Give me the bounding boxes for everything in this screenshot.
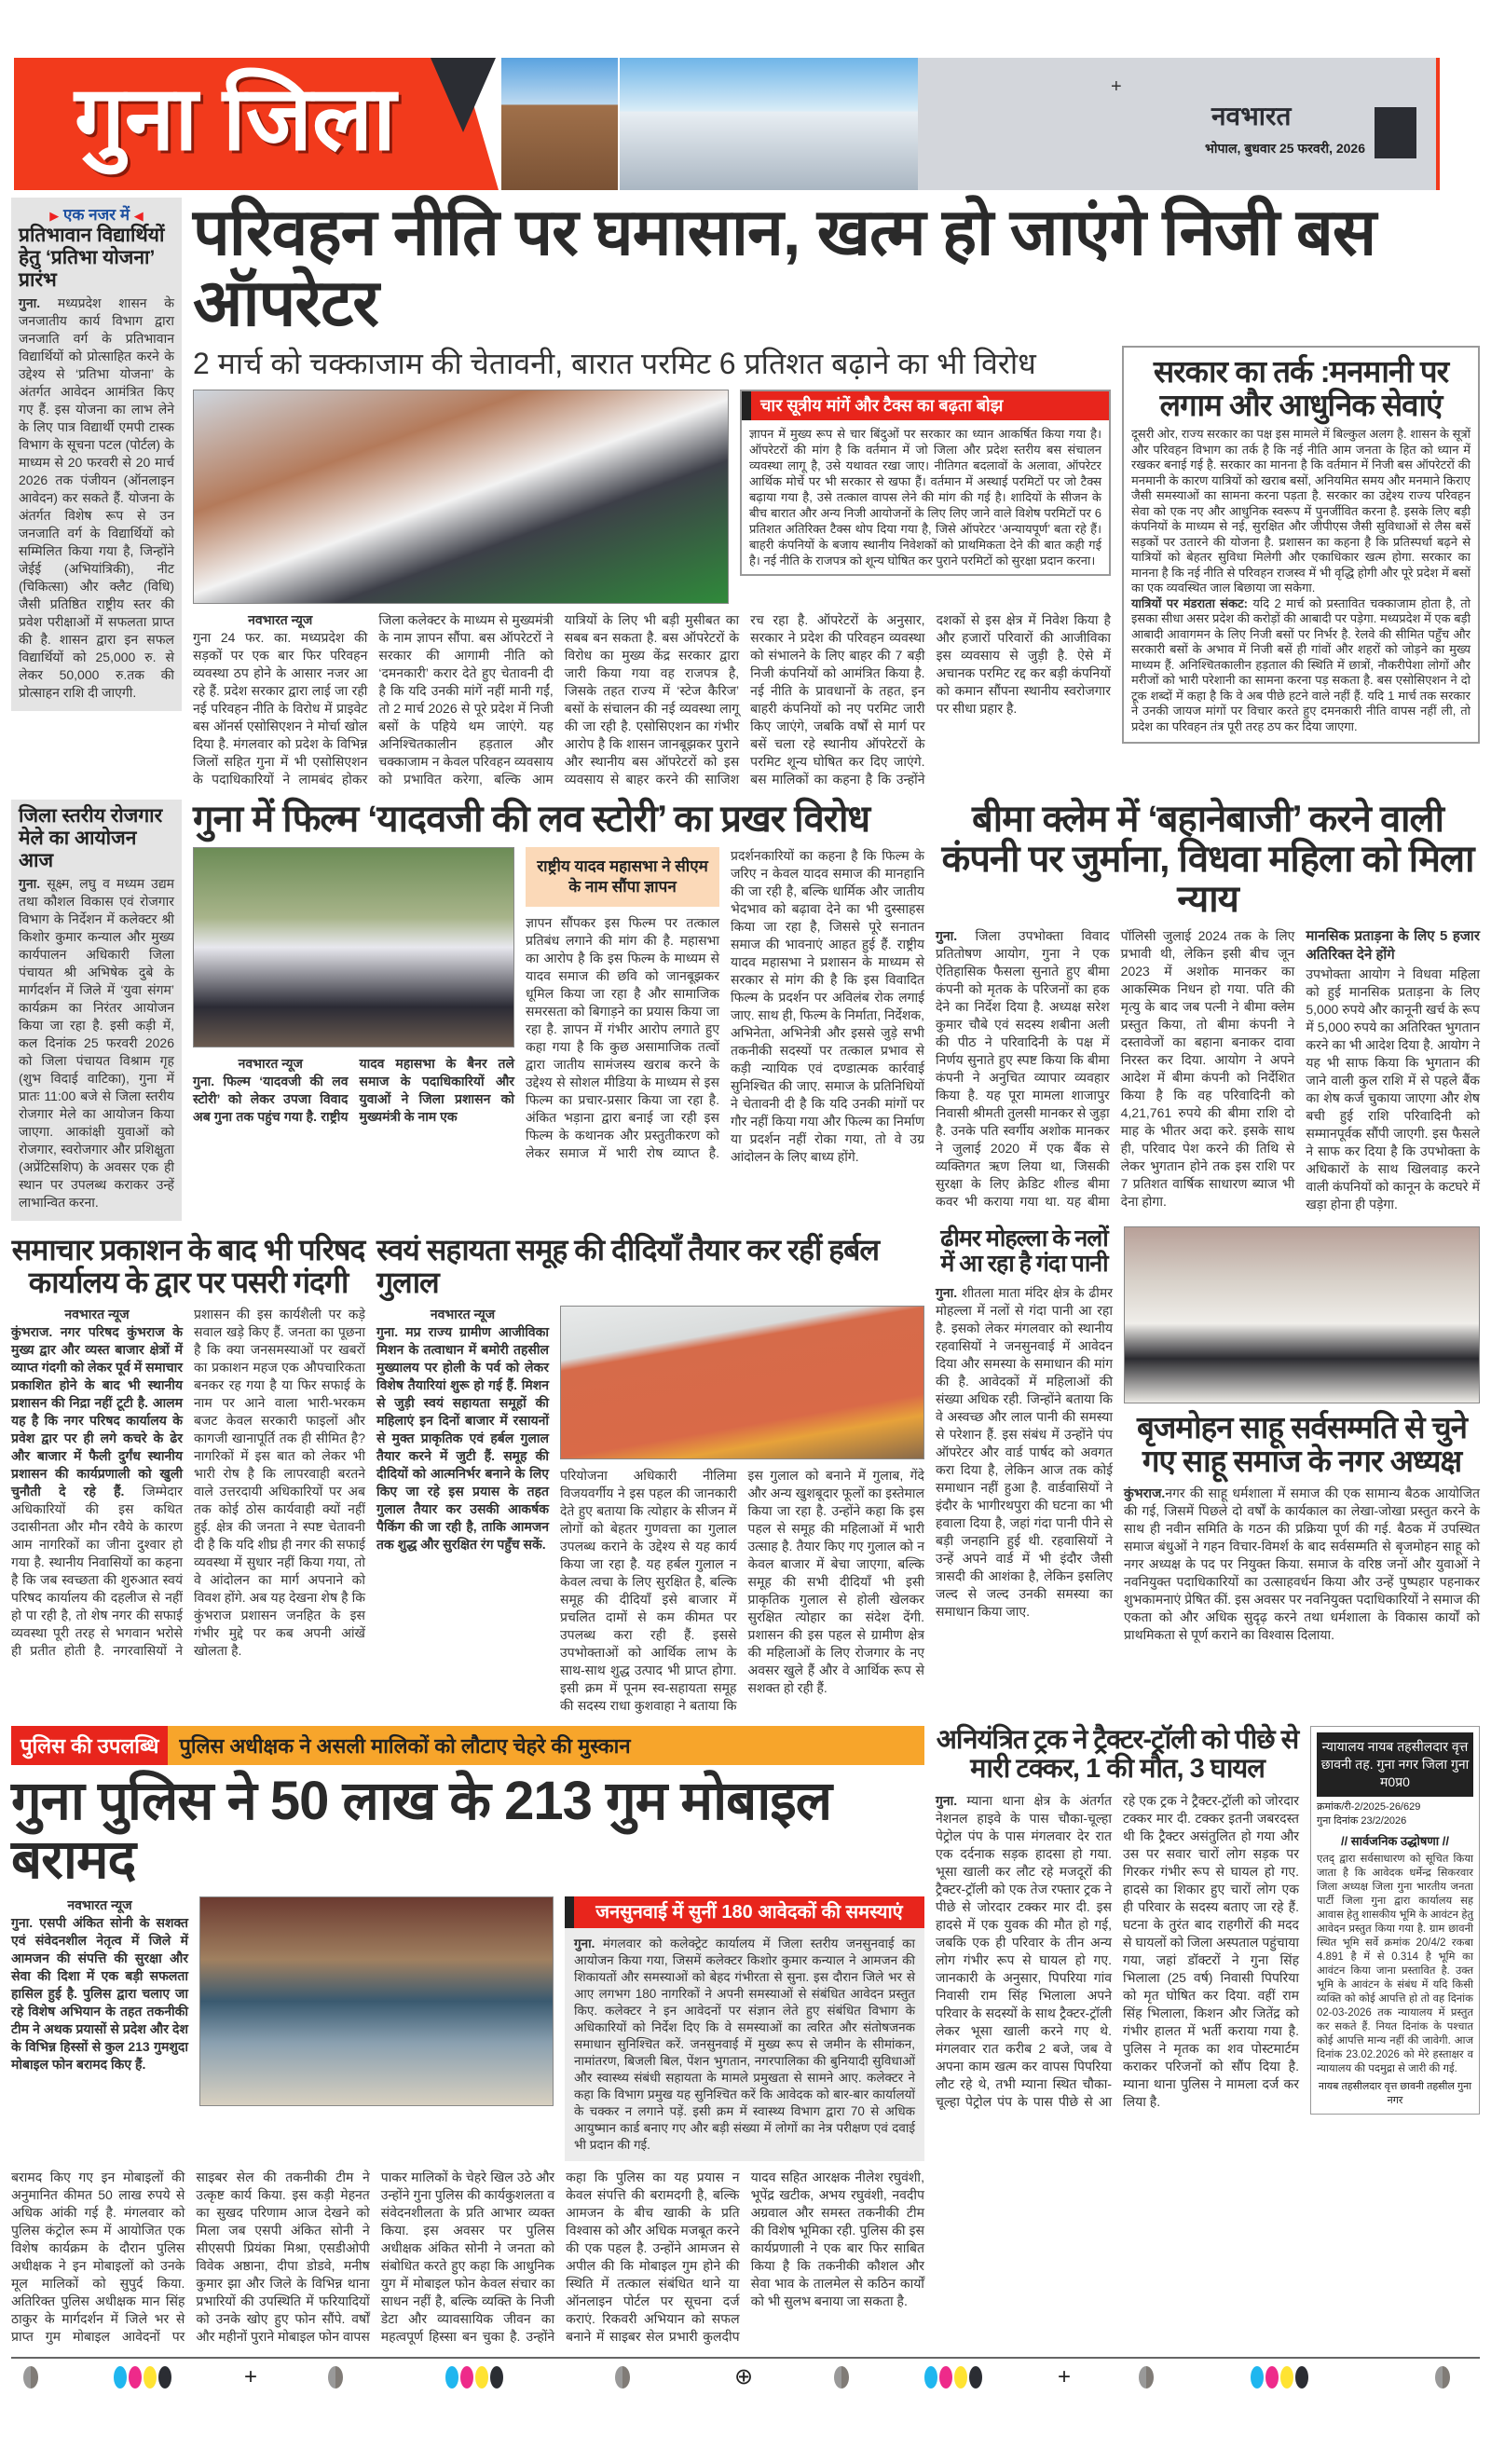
grey-swatch-icon (328, 2366, 343, 2389)
gulal-article-body: परियोजना अधिकारी नीलिमा विजयवर्गीय ने इस पहल की जानकारी देते हुए बताया कि त्योहार के सीजन में लोगों को बेहतर गुणवत्ता का गुलाल उपलब्ध कराने के उद्देश्य से यह कार्य किया जा रहा है. यह हर्बल गुलाल न केवल त्वचा के लिए सुरक्षित है, बल्कि समूह की दीदियाँ इसे बाजार में प्रचलित दामों से कम कीमत पर उपलब्ध करा रही हैं. इससे उपभोक्ताओं को आर्थिक लाभ के साथ-साथ शुद्ध उत्पाद भी प्राप्त होगा. इसी क्रम में पूनम स्व-सहायता समूह की सदस्य राधा कुशवाहा ने बताया कि इस गुलाल को बनाने में गुलाब, गेंदे और अन्य खुशबूदार फूलों का इस्तेमाल किया जा रहा है. उन्होंने कहा कि इस पहल से समूह की महिलाओं में भारी उत्साह है. तैयार किए गए गुलाल को न केवल बाजार में बेचा जाएगा, बल्कि समूह की सभी दीदियाँ भी इसी प्राकृतिक गुलाल से होली खेलकर सुरक्षित त्योहार का संदेश देंगी. प्रशासन की इस पहल से ग्रामीण क्षेत्र की महिलाओं के लिए रोजगार के नए अवसर खुले हैं और वे आर्थिक रूप से सशक्त हो रही हैं. (560, 1468, 924, 1714)
film-box: राष्ट्रीय यादव महासभा ने सीएम के नाम सौंपा ज्ञापन (526, 847, 719, 907)
cmyk-swatch-icon (114, 2366, 171, 2389)
police-article-lead: नवभारत न्यूज गुना. एसपी अंकित सोनी के सशक्त एवं संवेदनशील नेतृत्व में जिले में आमजन की संपत्ति की सुरक्षा और सेवा की दिशा में एक बड़ी सफलता हासिल हुई है. पुलिस द्वारा चलाए जा रहे विशेष अभियान के तहत तकनीकी टीम ने अथक प्रयासों से प्रदेश और देश के विभिन्न हिस्सों से कुल 213 गुमशुदा मोबाइल फोन बरामद किए हैं. (11, 1897, 188, 2073)
sahu-samaj-photo (1124, 1226, 1480, 1403)
notice-title: न्यायालय नायब तहसीलदार वृत्त छावनी तह. गुना नगर जिला गुना म0प्र0 (1317, 1732, 1473, 1797)
sahu-headline: बृजमोहन साहू सर्वसम्मति से चुने गए साहू समाज के नगर अध्यक्ष (1137, 1410, 1467, 1478)
sidebar-article: गुना. सूक्ष्म, लघु व मध्यम उद्यम तथा कौशल विकास एवं रोजगार विभाग के निर्देशन में कलेक्टर श्री किशोर कुमार कन्याल और मुख्य कार्यपालन अधिकारी जिला पंचायत श्री अभिषेक दुबे के मार्गदर्शन में जिले में ‘युवा संगम’ कार्यक्रम का निरंतर आयोजन किया जा रहा है. इसी कड़ी में, कल दिनांक 25 फरवरी 2026 को जिला पंचायत विश्राम गृह (शुभ विदाई वाटिका), गुना में प्रातः 11:00 बजे से जिला स्तरीय रोजगार मेले का आयोजन किया जाएगा. आकांक्षी युवाओं को रोजगार, स्वरोजगार और प्रशिक्षुता (अप्रेंटिसशिप) के अवसर एक ही स्थान पर उपलब्ध कराकर उन्हें लाभान्वित करना. (19, 876, 175, 1210)
water-article-body: गुना. शीतला माता मंदिर क्षेत्र के ढीमर मोहल्ला में नलों से गंदा पानी आ रहा है. इसको लेकर मंगलवार को स्थानीय रहवासियों ने जनसुनवाई में आवेदन दिया और समस्या के समाधान की मांग की है. आवेदकों में महिलाओं की संख्या अधिक रही. जिन्होंने बताया कि वे अस्वच्छ और लाल पानी की समस्या से परेशान हैं. इस संबंध में उन्होंने पंप ऑपरेटर और वार्ड पार्षद को अवगत करा दिया है, लेकिन आज तक कोई समाधान नहीं हुआ है. वार्डवासियों ने इंदौर के भागीरथपुरा की घटना का भी हवाला दिया है, जहां गंदा पानी पीने से बड़ी जनहानि हुई थी. रहवासियों ने उन्हें अपने वार्ड में भी इंदौर जैसी त्रासदी की आशंका है, लेकिन इसलिए जल्द से जल्द उनकी समस्या का समाधान किया जाए. (936, 1285, 1114, 1620)
registration-mark-icon: + (1111, 76, 1122, 97)
brand-block (1375, 107, 1416, 158)
demands-box (740, 390, 1111, 576)
masthead-panel (918, 58, 1440, 190)
film-article-body: राष्ट्रीय यादव महासभा ने सीएम के नाम सौंपा ज्ञापन ज्ञापन सौंपकर इस फिल्म पर तत्काल प्रतिबंध लगाने की मांग की है. महासभा का आरोप है कि इस फिल्म के माध्यम से यादव समाज की छवि को जानबूझकर धूमिल किया जा रहा है और सामाजिक समरसता को बिगाड़ने का प्रयास किया जा रहा है. ज्ञापन में गंभीर आरोप लगाते हुए कहा गया है कि कुछ असामाजिक तत्वों द्वारा जातीय सामंजस्य खराब करने के उद्देश्य से सोशल मीडिया के माध्यम से इस फिल्म का प्रचार-प्रसार किया जा रहा है. अंकित भड़ाना द्वारा बनाई जा रही इस फिल्म के कथानक और प्रस्तुतीकरण को लेकर समाज में भारी रोष व्याप्त है. प्रदर्शनकारियों का कहना है कि फिल्म के जरिए न केवल यादव समाज की मानहानि की जा रही है, बल्कि धार्मिक और जातीय भेदभाव को बढ़ावा देने का भी दुस्साहस किया जा रहा है, जिससे पूरे सनातन समाज की भावनाएं आहत हुई हैं. राष्ट्रीय यादव महासभा ने प्रशासन के माध्यम से सरकार से मांग की है कि इस विवादित फिल्म के प्रदर्शन पर अविलंब रोक लगाई जाए. साथ ही, फिल्म के निर्माता, निर्देशक, अभिनेता, अभिनेत्री और इससे जुड़े सभी तकनीकी सदस्यों पर तत्काल प्रभाव से कड़ी न्यायिक एवं दण्डात्मक कार्रवाई सुनिश्चित की जाए. समाज के प्रतिनिधियों ने चेतावनी दी है कि यदि उनकी मांगों पर गौर नहीं किया गया और फिल्म का निर्माण या प्रदर्शन नहीं रोका गया, तो वे उग्र आंदोलन के लिए बाध्य होंगे. (526, 847, 924, 1164)
accident-headline: अनियंत्रित ट्रक ने ट्रैक्टर-ट्रॉली को पीछे से मारी टक्कर, 1 की मौत, 3 घायल (936, 1725, 1299, 1785)
grey-swatch-icon (23, 2366, 38, 2389)
govt-argument-body: दूसरी ओर, राज्य सरकार का पक्ष इस मामले में बिल्कुल अलग है. शासन के सूत्रों और परिवहन विभाग का तर्क है कि नई नीति आम जनता के हित को ध्यान में रखकर बनाई गई है. सरकार का मानना है कि वर्तमान में निजी बस ऑपरेटरों की मनमानी के कारण यात्रियों को खराब बसों, अनियमित समय और मनमाने किराए जैसी समस्याओं का सामना करना पड़ता है. सरकार का उद्देश्य राज्य परिवहन सेवा को एक नए और आधुनिक स्वरूप में पुनर्जीवित करना है. इसके लिए बड़ी कंपनियों के माध्यम से नई, सुरक्षित और जीपीएस जैसी सुविधाओं से लैस बसें सड़कों पर उतारने की योजना है. प्रशासन का कहना है कि प्रतिस्पर्धा बढ़ने से यात्रियों को बेहतर सुविधा मिलेगी और एकाधिकार खत्म होगा. सरकार का मानना है कि नई नीति से परिवहन राजस्व में भी वृद्धि होगी और पूरे प्रदेश में बसों का एक व्यवस्थित जाल बिछाया जा सकेगा. यात्रियों पर मंडराता संकट: यदि 2 मार्च को प्रस्तावित चक्काजाम होता है, तो इसका सीधा असर प्रदेश की करोड़ों की आबादी पर पड़ेगा. मध्यप्रदेश में एक बड़ी आबादी आवागमन के लिए निजी बसों पर निर्भर है. रेलवे की सीमित पहुँच और सरकारी बसों के अभाव में निजी बसें ही गांवों और शहरों को जोड़ने का मुख्य माध्यम हैं. अनिश्चितकालीन हड़ताल की स्थिति में छात्रों, नौकरीपेशा लोगों और मरीजों को भारी परेशानी का सामना करना पड़ सकता है. बस एसोसिएशन ने दो टूक शब्दों में कहा है कि वे अब पीछे हटने वाले नहीं हैं. यदि 1 मार्च तक सरकार ने उनकी जायज मांगों पर विचार करते हुए दमनकारी नीति वापस नहीं ली, तो प्रदेश का परिवहन तंत्र पूरी तरह ठप कर दिया जाएगा. (1131, 427, 1470, 733)
police-kicker: पुलिस अधीक्षक ने असली मालिकों को लौटाए चेहरे की मुस्कान (179, 1734, 631, 1759)
print-marks-strip (11, 2357, 1480, 2403)
registration-mark-icon: + (1058, 2364, 1072, 2390)
masthead (0, 0, 1491, 198)
council-article-body: नवभारत न्यूज कुंभराज. नगर परिषद कुंभराज के मुख्य द्वार और व्यस्त बाजार क्षेत्रों में व्याप्त गंदगी को लेकर पूर्व में समाचार प्रकाशित होने के बाद भी स्थानीय प्रशासन की निद्रा नहीं टूटी है. आलम यह है कि नगर परिषद कार्यालय के प्रवेश द्वार पर ही लगे कचरे के ढेर और बाजार में फैली दुर्गंध स्थानीय प्रशासन की कार्यप्रणाली को खुली चुनौती दे रहे हैं. जिम्मेदार अधिकारियों की इस कथित उदासीनता और मौन रवैये के कारण आम नागरिकों का जीना दुश्वार हो गया है. स्थानीय निवासियों का कहना है कि जब स्वच्छता की शुरुआत स्वयं परिषद कार्यालय की दहलीज से नहीं हो पा रही है, तो शेष नगर की सफाई व्यवस्था पूरी तरह से भगवान भरोसे ही प्रतीत होती है. नगरवासियों ने प्रशासन की इस कार्यशैली पर कड़े सवाल खड़े किए हैं. जनता का पूछना है कि क्या जनसमस्याओं पर खबरों का प्रकाशन महज एक औपचारिकता बनकर रह गया है या फिर सफाई के नाम पर आने वाला भारी-भरकम बजट केवल सरकारी फाइलों और कागजी खानापूर्ति तक ही सीमित है? नागरिकों में इस बात को लेकर भी भारी रोष है कि लापरवाही बरतने वाले उत्तरदायी अधिकारियों पर अब तक कोई ठोस कार्यवाही क्यों नहीं हुई. क्षेत्र की जनता ने स्पष्ट चेतावनी दी है कि यदि शीघ्र ही नगर की सफाई व्यवस्था में सुधार नहीं किया गया, तो वे आंदोलन का मार्ग अपनाने को विवश होंगे. अब यह देखना शेष है कि कुंभराज प्रशासन जनहित के इस गंभीर मुद्दे पर कब अपनी आंखें खोलता है. (11, 1307, 365, 1659)
sidebar-article: गुना. मध्यप्रदेश शासन के जनजातीय कार्य विभाग द्वारा जनजाति वर्ग के प्रतिभावान विद्यार्थियों को प्रोत्साहित करने के उद्देश्य से ‘प्रतिभा योजना’ के अंतर्गत आवेदन आमंत्रित किए गए हैं. इस योजना का लाभ लेने के लिए पात्र विद्यार्थी एमपी टास्क विभाग के सूचना पटल (पोर्टल) के माध्यम से 20 फरवरी से 20 मार्च 2026 तक पंजीयन (ऑनलाइन आवेदन) कर सकते हैं. योजना के अंतर्गत विशेष रूप से उन जनजाति वर्ग के विद्यार्थियों को सम्मिलित किया गया है, जिन्होंने जेईई (अभियांत्रिकी), नीट (चिकित्सा) और क्लैट (विधि) जैसी प्रतिष्ठित राष्ट्रीय स्तर की प्रवेश परीक्षाओं में सफलता प्राप्त की है. शासन द्वारा इन सफल विद्यार्थियों को 25,000 रु. से लेकर 50,000 रु.तक की प्रोत्साहन राशि दी जाएगी. (19, 295, 174, 701)
accident-article-body: गुना. म्याना थाना क्षेत्र के अंतर्गत नेशनल हाइवे के पास चौका-चूल्हा पेट्रोल पंप के पास मंगलवार देर रात एक दर्दनाक सड़क हादसा हो गया. भूसा खाली कर लौट रहे मजदूरों की ट्रैक्टर-ट्रॉली को एक तेज रफ्तार ट्रक ने पीछे से जोरदार टक्कर मार दी. इस हादसे में एक युवक की मौत हो गई, जबकि एक ही परिवार के तीन अन्य लोग गंभीर रूप से घायल हो गए. जानकारी के अनुसार, पिपरिया गांव निवासी राम सिंह भिलाला अपने परिवार के सदस्यों के साथ ट्रैक्टर-ट्रॉली लेकर भूसा खाली करने गए थे. मंगलवार रात करीब 2 बजे, जब वे अपना काम खत्म कर वापस पिपरिया लौट रहे थे, तभी म्याना स्थित चौका-चूल्हा पेट्रोल पंप के पास पीछे से आ रहे एक ट्रक ने ट्रैक्टर-ट्रॉली को जोरदार टक्कर मार दी. टक्कर इतनी जबरदस्त थी कि ट्रैक्टर असंतुलित हो गया और उस पर सवार चारों लोग सड़क पर गिरकर गंभीर रूप से घायल हो गए. हादसे का शिकार हुए चारों लोग एक ही परिवार के सदस्य बताए जा रहे हैं. घटना के तुरंत बाद राहगीरों की मदद से घायलों को जिला अस्पताल पहुंचाया गया, जहां डॉक्टरों ने गुना सिंह भिलाला (25 वर्ष) निवासी पिपरिया को मृत घोषित कर दिया. वहीं राम सिंह भिलाला, किशन और जितेंद्र को गंभीर हालत में भर्ती कराया गया है. पुलिस ने मृतक का शव पोस्टमार्टम कराकर परिजनों को सौंप दिया है. म्याना थाना पुलिस ने मामला दर्ज कर लिया है. (936, 1792, 1299, 2109)
govt-argument-box (1122, 346, 1480, 744)
water-headline: ढीमर मोहल्ला के नलों में आ रहा है गंदा पानी (940, 1225, 1108, 1278)
crosshair-target-icon: ⊕ (734, 2364, 754, 2390)
protest-photo (193, 847, 514, 1047)
at-a-glance-sidebar (11, 198, 182, 711)
notice-heading: // सार्वजनिक उद्धोषणा // (1340, 1834, 1450, 1849)
gulal-photo (560, 1306, 924, 1459)
grey-swatch-icon (1139, 2366, 1154, 2389)
sidebar-label: ▶ एक नजर में ◀ (49, 206, 144, 224)
lead-headline: परिवहन नीति पर घमासान, खत्म हो जाएंगे निजी बस ऑपरेटर (193, 196, 1376, 339)
gulal-headline: स्वयं सहायता समूह की दीदियाँ तैयार कर रहीं हर्बल गुलाल (376, 1233, 880, 1299)
notice-signature: नायब तहसीलदार वृत्त छावनी तहसील गुना नगर (1318, 2081, 1472, 2107)
council-headline: समाचार प्रकाशन के बाद भी परिषद कार्यालय के द्वार पर पसरी गंदगी (11, 1233, 365, 1299)
police-headline: गुना पुलिस ने 50 लाख के 213 गुम मोबाइल बरामद (11, 1771, 832, 1890)
dateline: भोपाल, बुधवार 25 फरवरी, 2026 (1205, 141, 1365, 156)
sidebar-headline: जिला स्तरीय रोजगार मेले का आयोजन आज (19, 804, 163, 871)
memorandum-photo (193, 390, 729, 604)
lead-subheadline: 2 मार्च को चक्काजाम की चेतावनी, बारात परमिट 6 प्रतिशत बढ़ाने का भी विरोध (193, 347, 1036, 381)
notice-date: गुना दिनांक 23/2/2026 (1317, 1815, 1407, 1827)
section-title: गुना जिला (75, 69, 396, 169)
police-article-body: बरामद किए गए इन मोबाइलों की अनुमानित कीमत 50 लाख रुपये से अधिक आंकी गई है. मंगलवार को पुलिस कंट्रोल रूम में आयोजित एक विशेष कार्यक्रम के दौरान पुलिस अधीक्षक ने इन मोबाइलों को उनके मूल मालिकों को सुपुर्द किया. अतिरिक्त पुलिस अधीक्षक मान सिंह ठाकुर के मार्गदर्शन में जिले भर से प्राप्त गुम मोबाइल आवेदनों पर साइबर सेल की तकनीकी टीम ने उत्कृष्ट कार्य किया. इस कड़ी मेहनत का सुखद परिणाम आज देखने को मिला जब एसपी अंकित सोनी ने सीएसपी प्रियंका मिश्रा, एसडीओपी विवेक अष्ठाना, दीपा डोडवे, मनीष कुमार झा और जिले के विभिन्न थाना प्रभारियों की उपस्थिति में फरियादियों को उनके खोए हुए फोन सौंपे. वर्षों और महीनों पुराने मोबाइल फोन वापस पाकर मालिकों के चेहरे खिल उठे और उन्होंने गुना पुलिस की कार्यकुशलता व संवेदनशीलता के प्रति आभार व्यक्त किया. इस अवसर पर पुलिस अधीक्षक अंकित सोनी ने जनता को संबोधित करते हुए कहा कि आधुनिक युग में मोबाइल फोन केवल संचार का साधन नहीं है, बल्कि व्यक्ति के निजी डेटा और व्यावसायिक जीवन का महत्वपूर्ण हिस्सा बन चुका है. उन्होंने कहा कि पुलिस का यह प्रयास न केवल संपत्ति की बरामदगी है, बल्कि आमजन के बीच खाकी के प्रति विश्वास को और अधिक मजबूत करने की एक पहल है. उन्होंने आमजन से अपील की कि मोबाइल गुम होने की स्थिति में तत्काल संबंधित थाने या ऑनलाइन पोर्टल पर सूचना दर्ज कराएं. रिकवरी अभियान को सफल बनाने में साइबर सेल प्रभारी कुलदीप यादव सहित आरक्षक नीलेश रघुवंशी, भूपेंद्र खटीक, अभय रघुवंशी, नवदीप अग्रवाल और समस्त तकनीकी टीम की विशेष भूमिका रही. पुलिस की इस कार्यप्रणाली ने एक बार फिर साबित किया है कि तकनीकी कौशल और सेवा भाव के तालमेल से कठिन कार्यों को भी सुलभ बनाया जा सकता है. (11, 2170, 924, 2345)
arrow-left-icon: ◀ (133, 209, 144, 223)
demands-box-body: ज्ञापन में मुख्य रूप से चार बिंदुओं पर सरकार का ध्यान आकर्षित किया गया है। ऑपरेटरों की मांग है कि वर्तमान में जो जिला और प्रदेश स्तरीय बस संचालन व्यवस्था लागू है, उसे यथावत रखा जाए। नीतिगत बदलावों के अलावा, ऑपरेटर आर्थिक मोर्चे पर भी सरकार से खफा हैं। वर्तमान में अस्थाई परमिटों पर जो टैक्स बढ़ाया गया है, उसे तत्काल वापस लेने की मांग की गई है। शादियों के सीजन के बीच बारात और अन्य निजी आयोजनों के लिए लिए जाने वाले विशेष परमिटों पर 6 प्रतिशत अतिरिक्त टैक्स थोप दिया गया है, जिसे ऑपरेटर ‘अन्यायपूर्ण’ बता रहे हैं। बाहरी कंपनियों के बजाय स्थानीय निवेशकों को प्राथमिकता देने की बात कही गई है। नई नीति के राजपत्र को शून्य घोषित कर पुराने परमिटों को सुरक्षा प्रदान करना। (749, 426, 1101, 568)
arrow-right-icon: ▶ (49, 209, 60, 223)
grey-swatch-icon (1435, 2366, 1450, 2389)
hearing-box (565, 1896, 924, 2161)
grey-swatch-icon (615, 2366, 630, 2389)
public-notice (1310, 1726, 1480, 2115)
newspaper-brand: नवभारत (1211, 102, 1292, 130)
insurance-article-body: गुना. जिला उपभोक्ता विवाद प्रतितोषण आयोग, गुना ने एक ऐतिहासिक फैसला सुनाते हुए बीमा कंपनी को मृतक के परिजनों का हक देने का निर्देश दिया है. अध्यक्ष सरेश कुमार चौबे एवं सदस्य शबीना अली की पीठ ने परिवादिनी के पक्ष में निर्णय सुनाते हुए स्पष्ट किया कि बीमा कंपनी ने अनुचित व्यापार व्यवहार किया है. यह पूरा मामला शाजापुर निवासी श्रीमती तुलसी मानकर से जुड़ा है. उनके पति स्वर्गीय अशोक मानकर ने जुलाई 2020 में एक बैंक से व्यक्तिगत ऋण लिया था, जिसकी सुरक्षा के लिए क्रेडिट शील्ड बीमा कवर भी कराया गया था. यह बीमा पॉलिसी जुलाई 2024 तक के लिए प्रभावी थी, लेकिन इसी बीच जून 2023 में अशोक मानकर का आकस्मिक निधन हो गया. पति की मृत्यु के बाद जब पत्नी ने बीमा क्लेम प्रस्तुत किया, तो बीमा कंपनी ने दस्तावेजों का बहाना बनाकर दावा निरस्त कर दिया. आयोग ने अपने आदेश में बीमा कंपनी को निर्देशित किया है कि वह परिवादिनी को 4,21,761 रुपये की बीमा राशि दो माह के भीतर अदा करे. इसके साथ ही, परिवाद पेश करने की तिथि से लेकर भुगतान होने तक इस राशि पर 7 प्रतिशत वार्षिक साधारण ब्याज भी देना होगा. मानसिक प्रताड़ना के लिए 5 हजार अतिरिक्त देने होंगे उपभोक्ता आयोग ने विधवा महिला को हुई मानसिक प्रताड़ना के लिए 5,000 रुपये और कानूनी खर्च के रूप में 5,000 रुपये का अतिरिक्त भुगतान करने का भी आदेश दिया है. आयोग ने यह भी साफ किया कि भुगतान की जाने वाली कुल राशि में से पहले बैंक का शेष कर्ज चुकाया जाएगा और शेष बची हुई राशि परिवादिनी को सम्मानपूर्वक सौंपी जाएगी. इस फैसले ने साफ कर दिया है कि उपभोक्ता के अधिकारों के साथ खिलवाड़ करने वाली कंपनियों को कानून के कटघरे में खड़ा होना ही पड़ेगा. (936, 928, 1480, 1212)
police-tag: पुलिस की उपलब्धि (11, 1726, 168, 1765)
hearing-headline: जनसुनवाई में सुनीं 180 आवेदकों की समस्याएं (565, 1896, 924, 1928)
gulal-article-lead: नवभारत न्यूज गुना. मप्र राज्य ग्रामीण आजीविका मिशन के तत्वाधान में बमोरी तहसील मुख्यालय पर होली के पर्व को लेकर विशेष तैयारियां शुरू हो गई हैं. मिशन से जुड़ी स्वयं सहायता समूहों की महिलाएं इन दिनों बाजार में रसायनों से मुक्त प्राकृतिक एवं हर्बल गुलाल तैयार करने में जुटी हैं. समूह की दीदियों को आत्मनिर्भर बनाने के लिए किए जा रहे इस प्रयास के तहत गुलाल तैयार कर उसकी आकर्षक पैकिंग की जा रही है, ताकि आमजन तक शुद्ध और सुरक्षित रंग पहुँच सकें. (376, 1307, 549, 1553)
notice-body: एतद् द्वारा सर्वसाधारण को सूचित किया जाता है कि आवेदक धर्मेन्द्र सिकरवार जिला अध्यक्ष जिला गुना भारतीय जनता पार्टी जिला गुना द्वारा कार्यालय सह आवास हेतु शासकीय भूमि के आवंटन हेतु आवेदन प्रस्तुत किया गया है. ग्राम छावनी स्थित भूमि सर्वे क्रमांक 20/4/2 रकबा 4.891 है में से 0.314 है भूमि का आवंटन किया जाना प्रस्तावित है. उक्त भूमि के आवंटन के संबंध में यदि किसी व्यक्ति को कोई आपत्ति हो तो वह दिनांक 02-03-2026 तक न्यायालय में प्रस्तुत कर सकते हैं. नियत दिनांक के पश्चात कोई आपत्ति मान्य नहीं की जावेगी. आज दिनांक 23.02.2026 को मेरे हस्ताक्षर व न्यायालय की पदमुद्रा से जारी की गई. (1317, 1854, 1473, 2075)
cmyk-swatch-icon (1251, 2366, 1308, 2389)
registration-mark-icon: + (244, 2364, 258, 2390)
cmyk-swatch-icon (445, 2366, 503, 2389)
recovered-phones-photo (199, 1896, 554, 2106)
insurance-headline: बीमा क्लेम में ‘बहानेबाजी’ करने वाली कंपनी पर जुर्माना, विधवा महिला को मिला न्याय (941, 798, 1474, 920)
film-headline: गुना में फिल्म ‘यादवजी की लव स्टोरी’ का प्रखर विरोध (193, 798, 870, 840)
lead-article-body: नवभारत न्यूज गुना 24 फर. का. मध्यप्रदेश की सड़कों पर एक बार फिर परिवहन व्यवस्था ठप होने के आसार नजर आ रहे हैं. प्रदेश सरकार द्वारा लाई जा रही नई परिवहन नीति के विरोध में प्राइवेट बस ऑनर्स एसोसिएशन ने मोर्चा खोल दिया है. मंगलवार को प्रदेश के विभिन्न जिलों सहित गुना में भी एसोसिएशन के पदाधिकारियों ने लामबंद होकर जिला कलेक्टर के माध्यम से मुख्यमंत्री के नाम ज्ञापन सौंपा. बस ऑपरेटरों ने सरकार की आगामी नीति को ‘दमनकारी’ करार देते हुए चेतावनी दी है कि यदि उनकी मांगें नहीं मानी गईं, तो 2 मार्च 2026 से पूरे प्रदेश में निजी बसों के पहिये थम जाएंगे. यह अनिश्चितकालीन हड़ताल और चक्काजाम न केवल परिवहन व्यवसाय को प्रभावित करेगा, बल्कि आम यात्रियों के लिए भी बड़ी मुसीबत का सबब बन सकता है. बस ऑपरेटरों के विरोध का मुख्य केंद्र सरकार द्वारा जारी किया गया वह राजपत्र है, जिसके तहत राज्य में ‘स्टेज कैरिज’ बसों के संचालन की नई व्यवस्था लागू की जा रही है. एसोसिएशन का गंभीर आरोप है कि शासन जानबूझकर पुराने और स्थानीय बस ऑपरेटरों को इस व्यवसाय से बाहर करने की साजिश रच रहा है. ऑपरेटरों के अनुसार, सरकार ने प्रदेश की परिवहन व्यवस्था को संभालने के लिए बाहर की 7 बड़ी निजी कंपनियों को आमंत्रित किया है. नई नीति के प्रावधानों के तहत, इन बाहरी कंपनियों को नए परमिट जारी किए जाएंगे, जबकि वर्षों से मार्ग पर बसें चला रहे स्थानीय ऑपरेटरों के परमिट शून्य घोषित कर दिए जाएंगे. बस मालिकों का कहना है कि उन्होंने दशकों से इस क्षेत्र में निवेश किया है और हजारों परिवारों की आजीविका इस व्यवसाय से जुड़ी है. ऐसे में अचानक परमिट रद्द कर बड़ी कंपनियों को कमान सौंपना स्थानीय स्वरोजगार पर सीधा प्रहार है. (193, 611, 1111, 787)
grey-swatch-icon (834, 2366, 849, 2389)
cmyk-swatch-icon (924, 2366, 982, 2389)
fort-photo (501, 58, 618, 190)
police-kicker-bar (11, 1726, 924, 1765)
sahu-article-body: कुंभराज.नगर की साहू धर्मशाला में समाज की एक सामान्य बैठक आयोजित की गई, जिसमें पिछले दो वर्षों के कार्यकाल का लेखा-जोखा प्रस्तुत करने के साथ ही नवीन समिति के गठन की प्रक्रिया पूर्ण की गई. बैठक में उपस्थित समाज बंधुओं ने गहन विचार-विमर्श के बाद सर्वसम्मति से बृजमोहन साहू को नगर अध्यक्ष के पद पर नियुक्त किया. समाज के वरिष्ठ जनों और युवाओं ने नवनियुक्त पदाधिकारियों का उत्साहवर्धन किया और उन्हें पुष्पहार पहनाकर शुभकामनाएं प्रेषित कीं. इस अवसर पर नवनियुक्त पदाधिकारियों ने समाज की एकता को और अधिक सुदृढ़ करने तथा धर्मशाला के विकास कार्यों को प्राथमिकता से पूर्ण कराने का विश्वास दिलाया. (1124, 1485, 1480, 1643)
hearing-article-body: गुना. मंगलवार को कलेक्ट्रेट कार्यालय में जिला स्तरीय जनसुनवाई का आयोजन किया गया, जिसमें कलेक्टर किशोर कुमार कन्याल ने आमजन की शिकायतों और समस्याओं को बेहद गंभीरता से सुना. इस दौरान जिले भर से आए लगभग 180 नागरिकों ने अपनी समस्याओं से संबंधित आवेदन प्रस्तुत किए. कलेक्टर ने इन आवेदनों पर संज्ञान लेते हुए संबंधित विभाग के अधिकारियों को निर्देश दिए कि वे समस्याओं का त्वरित और संतोषजनक समाधान सुनिश्चित करें. जनसुनवाई में मुख्य रूप से जमीन के सीमांकन, नामांतरण, बिजली बिल, पेंशन भुगतान, नगरपालिका की बुनियादी सुविधाओं और स्वास्थ्य संबंधी सहायता के मामले प्रमुखता से सामने आए. कलेक्टर ने कहा कि विभाग प्रमुख यह सुनिश्चित करें कि आवेदक को बार-बार कार्यालयों के चक्कर न लगाने पड़ें. इसी क्रम में स्वास्थ्य विभाग द्वारा 70 से अधिक आयुष्मान कार्ड बनाए गए और बड़ी संख्या में लोगों का नेत्र परीक्षण एवं दवाई भी प्रदान की गई. (574, 1937, 915, 2153)
sidebar-headline: प्रतिभावान विद्यार्थियों हेतु ‘प्रतिभा योजना’ प्रारंभ (19, 225, 165, 292)
govt-argument-headline: सरकार का तर्क :मनमानी पर लगाम और आधुनिक सेवाएं (1153, 354, 1449, 422)
demands-box-title: चार सूत्रीय मांगें और टैक्स का बढ़ता बोझ (742, 391, 1109, 420)
employment-fair-sidebar (11, 800, 182, 1221)
notice-ref: क्रमांक/री-2/2025-26/629 (1317, 1801, 1421, 1814)
film-article-lead: नवभारत न्यूज गुना. फिल्म ‘यादवजी की लव स्टोरी’ को लेकर उपजा विवाद अब गुना तक पहुंच गया है. राष्ट्रीय यादव महासभा के बैनर तले समाज के पदाधिकारियों और युवाओं ने जिला प्रशासन को मुख्यमंत्री के नाम एक (193, 1055, 514, 1124)
temple-photo (620, 58, 918, 190)
